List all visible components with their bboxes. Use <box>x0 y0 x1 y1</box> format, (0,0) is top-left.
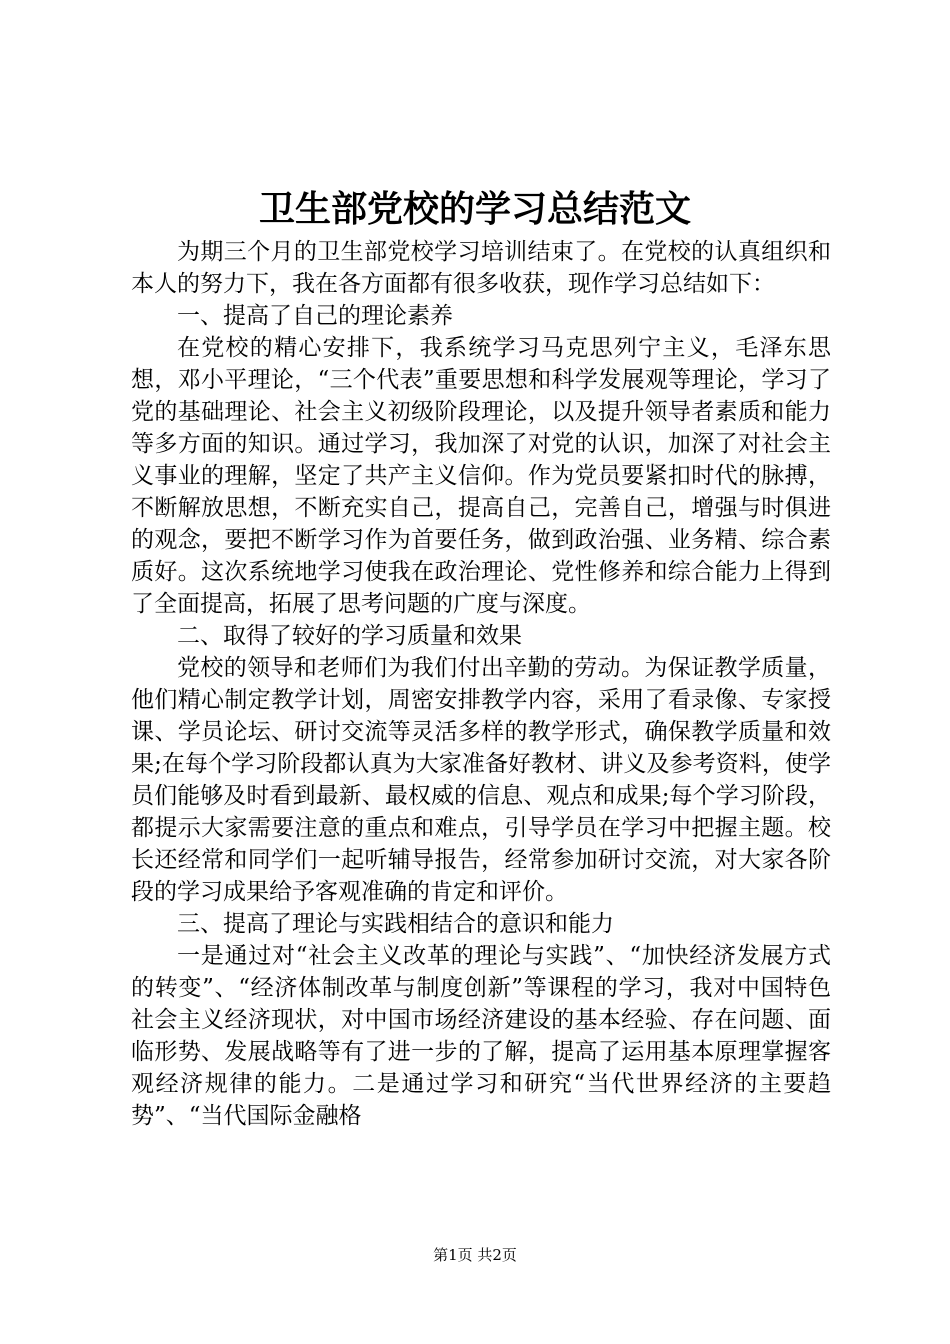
document-body <box>131 236 831 1132</box>
section-heading-2: 二、取得了较好的学习质量和效果 <box>177 623 522 649</box>
section-heading-1: 一、提高了自己的理论素养 <box>177 303 453 329</box>
section-heading-3: 三、提高了理论与实践相结合的意识和能力 <box>177 911 614 937</box>
page-number-footer: 第1页 共2页 <box>433 1246 517 1264</box>
intro-paragraph: 为期三个月的卫生部党校学习培训结束了。在党校的认真组织和本人的努力下，我在各方面都有很多收获，现作学习总结如下： <box>131 239 831 297</box>
document-title: 卫生部党校的学习总结范文 <box>258 188 691 230</box>
section-2-paragraph: 党校的领导和老师们为我们付出辛勤的劳动。为保证教学质量，他们精心制定教学计划，周密安排教学内容，采用了看录像、专家授课、学员论坛、研讨交流等灵活多样的教学形式，确保教学质量和效果;在每个学习阶段都认真为大家准备好教材、讲义及参考资料，使学员们能够及时看到最新、最权威的信息、观点和成果;每个学习阶段，都提示大家需要注意的重点和难点，引导学员在学习中把握主题。校长还经常和同学们一起听辅导报告，经常参加研讨交流，对大家各阶段的学习成果给予客观准确的肯定和评价。 <box>131 655 831 905</box>
section-1-paragraph: 在党校的精心安排下，我系统学习马克思列宁主义，毛泽东思想，邓小平理论，“三个代表”重要思想和科学发展观等理论，学习了党的基础理论、社会主义初级阶段理论，以及提升领导者素质和能力等多方面的知识。通过学习，我加深了对党的认识，加深了对社会主义事业的理解，坚定了共产主义信仰。作为党员要紧扣时代的脉搏，不断解放思想，不断充实自己，提高自己，完善自己，增强与时俱进的观念，要把不断学习作为首要任务，做到政治强、业务精、综合素质好。这次系统地学习使我在政治理论、党性修养和综合能力上得到了全面提高，拓展了思考问题的广度与深度。 <box>131 335 831 617</box>
section-3-paragraph: 一是通过对“社会主义改革的理论与实践”、“加快经济发展方式的转变”、“经济体制改革与制度创新”等课程的学习，我对中国特色社会主义经济现状，对中国市场经济建设的基本经验、存在问题、面临形势、发展战略等有了进一步的了解，提高了运用基本原理掌握客观经济规律的能力。二是通过学习和研究“当代世界经济的主要趋势”、“当代国际金融格 <box>131 943 831 1129</box>
